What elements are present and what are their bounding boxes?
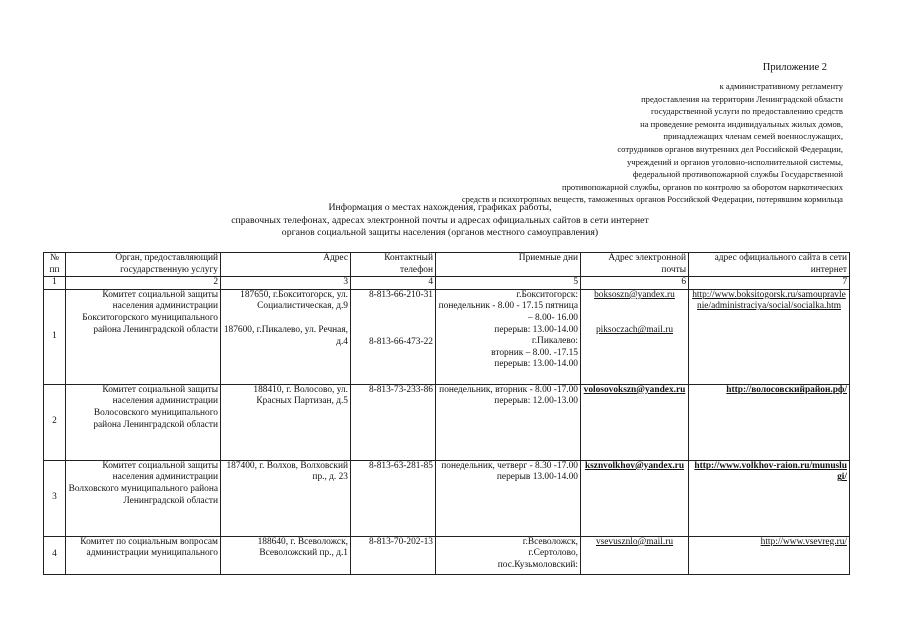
regulation-line: учреждений и органов уголовно-исполнительной системы,: [626, 156, 843, 167]
days-cell: [436, 289, 581, 384]
row-number: 1: [44, 289, 66, 384]
appendix-label: Приложение 2: [762, 62, 827, 73]
phone-line: 8-813-66-473-22: [368, 337, 433, 348]
email-cell: [581, 536, 689, 574]
address-cell: 188410, г. Волосово, ул. Красных Партизан, д.5: [221, 384, 351, 460]
phone-cell: [351, 289, 436, 384]
days-line: пос.Кузьмоловский:: [497, 559, 578, 570]
row-number: 2: [44, 384, 66, 460]
site-link[interactable]: http://волосовскийрайон.рф/: [726, 384, 847, 395]
days-line: вторник – 8.00. -17.15: [491, 347, 578, 358]
phone-line: 8-813-66-210-31: [368, 289, 433, 300]
site-cell: [689, 460, 850, 536]
column-number: 6: [581, 277, 689, 290]
organ-cell: Комитет социальной защиты населения администрации Волосовского муниципального района Ленинградской области: [66, 384, 221, 460]
column-number: 4: [351, 277, 436, 290]
column-header-number: № пп: [44, 253, 66, 277]
site-link[interactable]: http://www.boksitogorsk.ru/samoupravlenie/administraciya/social/socialka.htm: [692, 289, 846, 312]
days-line: понедельник - 8.00 - 17.15 пятница – 8.00- 16.00: [438, 301, 578, 323]
days-cell: [436, 536, 581, 574]
regulation-line: предоставления на территории Ленинградской области: [641, 93, 843, 104]
phone-cell: 8-813-63-281-85: [351, 460, 436, 536]
regulation-line: федеральной противопожарной службы Государственной: [632, 169, 843, 180]
site-cell: [689, 536, 850, 574]
site-cell: [689, 384, 850, 460]
days-line: г.Бокситогорск:: [516, 289, 578, 300]
column-header-address: Адрес: [221, 253, 351, 277]
days-cell: [436, 460, 581, 536]
column-number: 3: [221, 277, 351, 290]
email-cell: [581, 460, 689, 536]
offices-table: [43, 252, 850, 575]
row-number: 4: [44, 536, 66, 574]
days-line: перерыв: 13.00-14.00: [494, 359, 578, 370]
row-number: 3: [44, 460, 66, 536]
site-cell: [689, 289, 850, 384]
column-number-row: [44, 277, 850, 290]
address-cell: 188640, г. Всеволожск, Всеволожский пр., д.1: [221, 536, 351, 574]
regulation-line: противопожарной службы, органов по контролю за оборотом наркотических: [562, 181, 843, 192]
regulation-reference: [323, 80, 843, 206]
organ-cell: Комитет по социальным вопросам администрации муниципального: [66, 536, 221, 574]
email-link[interactable]: ksznvolkhov@yandex.ru: [584, 460, 685, 471]
regulation-line: к административному регламенту: [719, 81, 843, 91]
organ-cell: Комитет социальной защиты населения администрации Волховского муниципального района Ленинградской области: [66, 460, 221, 536]
column-header-site: адрес официального сайта в сети интернет: [689, 253, 850, 277]
address-line: 187600, г.Пикалево, ул. Речная, д.4: [223, 324, 348, 347]
column-header-organ: Орган, предоставляющий государственную услугу: [66, 253, 221, 277]
email-link[interactable]: boksoszn@yandex.ru: [594, 289, 675, 300]
table-row: [44, 289, 850, 384]
document-title: [180, 202, 700, 240]
regulation-line: принадлежащих членам семей военнослужащих,: [663, 131, 843, 142]
column-number: 5: [436, 277, 581, 290]
site-link[interactable]: http://www.volkhov-raion.ru/munuslugi/: [694, 460, 847, 483]
days-line: г.Пикалево:: [531, 336, 578, 347]
email-cell: [581, 384, 689, 460]
address-line: 187650, г.Бокситогорск, ул. Социалистическая, д.9: [240, 289, 348, 312]
days-line: г.Всеволожск,: [522, 536, 578, 547]
regulation-line: средств и психотропных веществ, таможенных органов Российской Федерации, потерявшим кормильца: [461, 194, 843, 205]
regulation-line: сотрудников органов внутренних дел Российской Федерации,: [617, 143, 843, 154]
column-number: 2: [66, 277, 221, 290]
days-line: перерыв 13.00-14.00: [496, 472, 578, 483]
days-line: перерыв: 12.00-13.00: [494, 396, 578, 407]
table-row: [44, 460, 850, 536]
organ-cell: Комитет социальной защиты населения администрации Бокситогорского муниципального района Ленинградской области: [66, 289, 221, 384]
days-line: перерыв: 13.00-14.00: [494, 324, 578, 335]
table-header-row: [44, 253, 850, 277]
column-number: 1: [44, 277, 66, 290]
days-cell: [436, 384, 581, 460]
phone-cell: 8-813-73-233-86: [351, 384, 436, 460]
address-cell: [221, 289, 351, 384]
email-link[interactable]: piksoczach@mail.ru: [595, 325, 674, 336]
regulation-line: государственной услуги по предоставлению средств: [650, 106, 843, 117]
column-number: 7: [689, 277, 850, 290]
days-line: понедельник, вторник - 8.00 -17.00: [439, 384, 578, 395]
column-header-phone: Контактный телефон: [351, 253, 436, 277]
days-line: понедельник, четверг - 8.30 -17.00: [441, 460, 578, 471]
email-link[interactable]: vsevusznlo@mail.ru: [595, 536, 674, 547]
table-row: [44, 536, 850, 574]
phone-cell: 8-813-70-202-13: [351, 536, 436, 574]
address-cell: 187400, г. Волхов, Волховский пр., д. 23: [221, 460, 351, 536]
email-cell: [581, 289, 689, 384]
title-line: справочных телефонах, адресах электронной почты и адресах официальных сайтов в сети интернет: [231, 214, 649, 226]
table-row: [44, 384, 850, 460]
title-line: Информация о местах нахождения, графиках работы,: [328, 202, 552, 213]
title-line: органов социальной защиты населения (органов местного самоуправления): [281, 227, 599, 239]
column-header-email: Адрес электронной почты: [581, 253, 689, 277]
email-link[interactable]: volosovokszn@yandex.ru: [583, 384, 686, 395]
regulation-line: на проведение ремонта индивидуальных жилых домов,: [640, 118, 843, 129]
site-link[interactable]: http://www.vsevreg.ru/: [760, 536, 847, 547]
days-line: г.Сертолово,: [528, 548, 578, 559]
column-header-days: Приемные дни: [436, 253, 581, 277]
